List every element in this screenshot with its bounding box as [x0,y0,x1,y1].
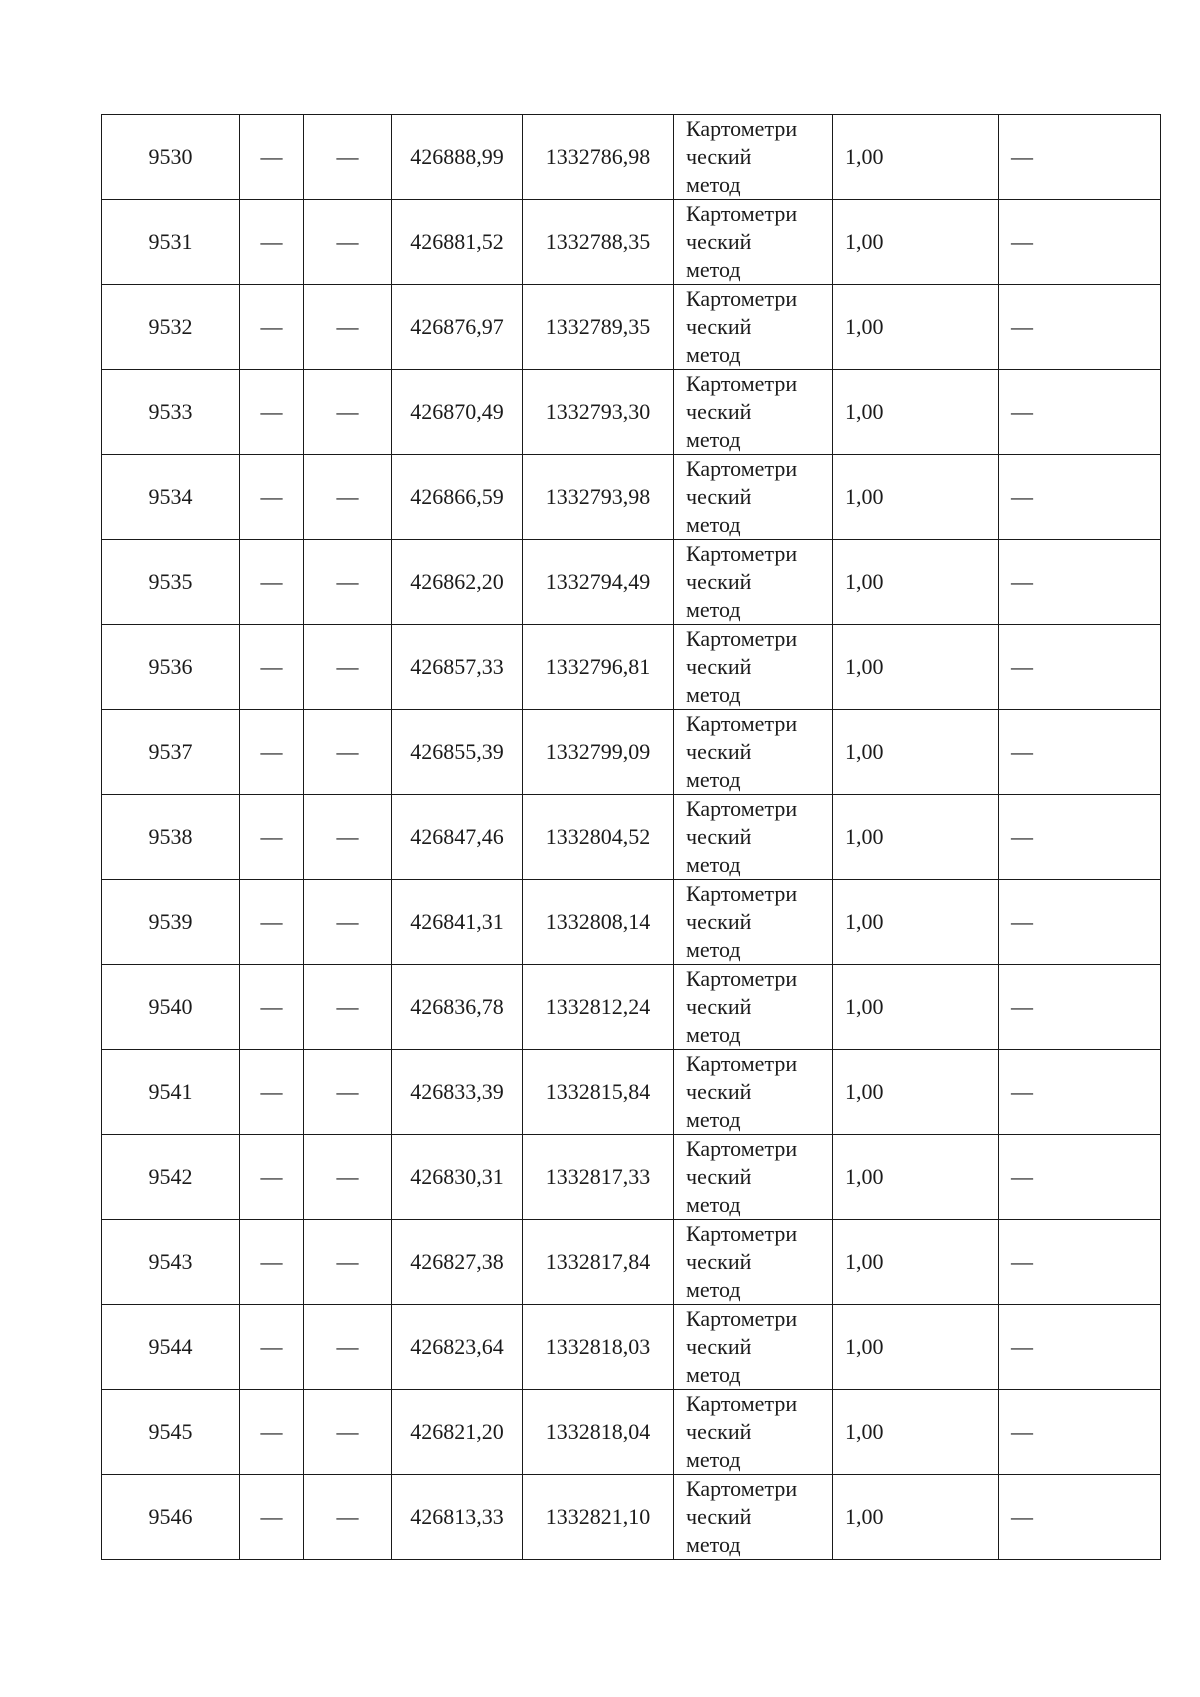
cell-method [674,1135,833,1220]
cell-point-number: 9532 [102,285,240,370]
cell-method [674,115,833,200]
cell-x-coordinate: 426813,33 [392,1475,523,1560]
table-row [102,285,1161,370]
method-text: Картометри ческий метод [686,881,798,962]
cell-description: — [999,1305,1161,1390]
cell-method [674,1305,833,1390]
cell-point-number: 9534 [102,455,240,540]
method-text: Картометри ческий метод [686,1221,798,1302]
cell-accuracy: 1,00 [833,965,999,1050]
method-text: Картометри ческий метод [686,966,798,1047]
cell-old-x: — [240,200,304,285]
cell-accuracy: 1,00 [833,880,999,965]
cell-x-coordinate: 426881,52 [392,200,523,285]
cell-description: — [999,455,1161,540]
cell-old-x: — [240,1220,304,1305]
table-row [102,1390,1161,1475]
method-text: Картометри ческий метод [686,456,798,537]
cell-old-x: — [240,625,304,710]
method-text: Картометри ческий метод [686,201,798,282]
cell-old-y: — [304,370,392,455]
table-row [102,200,1161,285]
cell-method [674,880,833,965]
cell-x-coordinate: 426857,33 [392,625,523,710]
cell-old-y: — [304,625,392,710]
table-body [102,115,1161,1560]
cell-old-y: — [304,455,392,540]
cell-accuracy: 1,00 [833,625,999,710]
method-text: Картометри ческий метод [686,116,798,197]
cell-old-y: — [304,1220,392,1305]
cell-point-number: 9536 [102,625,240,710]
table-row [102,965,1161,1050]
cell-x-coordinate: 426830,31 [392,1135,523,1220]
cell-accuracy: 1,00 [833,1390,999,1475]
coordinates-table [101,114,1161,1560]
cell-old-y: — [304,965,392,1050]
cell-old-x: — [240,285,304,370]
cell-old-y: — [304,1475,392,1560]
cell-y-coordinate: 1332812,24 [523,965,674,1050]
cell-description: — [999,540,1161,625]
cell-description: — [999,285,1161,370]
cell-old-x: — [240,115,304,200]
method-text: Картометри ческий метод [686,541,798,622]
cell-point-number: 9540 [102,965,240,1050]
cell-point-number: 9542 [102,1135,240,1220]
cell-accuracy: 1,00 [833,1475,999,1560]
cell-y-coordinate: 1332821,10 [523,1475,674,1560]
cell-y-coordinate: 1332794,49 [523,540,674,625]
method-text: Картометри ческий метод [686,796,798,877]
method-text: Картометри ческий метод [686,1051,798,1132]
cell-old-y: — [304,200,392,285]
cell-old-y: — [304,1135,392,1220]
cell-method [674,965,833,1050]
cell-method [674,1050,833,1135]
cell-old-x: — [240,710,304,795]
cell-y-coordinate: 1332793,30 [523,370,674,455]
table-row [102,880,1161,965]
cell-method [674,370,833,455]
cell-accuracy: 1,00 [833,1305,999,1390]
cell-accuracy: 1,00 [833,710,999,795]
cell-old-y: — [304,710,392,795]
cell-method [674,285,833,370]
table-row [102,710,1161,795]
cell-y-coordinate: 1332818,04 [523,1390,674,1475]
cell-x-coordinate: 426841,31 [392,880,523,965]
cell-old-x: — [240,1475,304,1560]
cell-y-coordinate: 1332817,84 [523,1220,674,1305]
cell-accuracy: 1,00 [833,1220,999,1305]
cell-y-coordinate: 1332793,98 [523,455,674,540]
table-row [102,455,1161,540]
cell-x-coordinate: 426827,38 [392,1220,523,1305]
cell-old-x: — [240,880,304,965]
cell-method [674,1220,833,1305]
cell-old-y: — [304,285,392,370]
cell-y-coordinate: 1332808,14 [523,880,674,965]
cell-method [674,710,833,795]
cell-description: — [999,1135,1161,1220]
cell-x-coordinate: 426888,99 [392,115,523,200]
cell-point-number: 9539 [102,880,240,965]
cell-x-coordinate: 426833,39 [392,1050,523,1135]
cell-accuracy: 1,00 [833,370,999,455]
cell-y-coordinate: 1332815,84 [523,1050,674,1135]
cell-description: — [999,1050,1161,1135]
cell-point-number: 9533 [102,370,240,455]
cell-point-number: 9546 [102,1475,240,1560]
cell-description: — [999,795,1161,880]
cell-old-x: — [240,455,304,540]
cell-x-coordinate: 426866,59 [392,455,523,540]
cell-old-y: — [304,1305,392,1390]
cell-point-number: 9530 [102,115,240,200]
cell-y-coordinate: 1332799,09 [523,710,674,795]
table-row [102,370,1161,455]
cell-point-number: 9531 [102,200,240,285]
cell-old-y: — [304,880,392,965]
cell-description: — [999,200,1161,285]
table-row [102,540,1161,625]
cell-description: — [999,1475,1161,1560]
table-row [102,1220,1161,1305]
cell-description: — [999,710,1161,795]
method-text: Картометри ческий метод [686,1476,798,1557]
method-text: Картометри ческий метод [686,1306,798,1387]
cell-old-x: — [240,540,304,625]
cell-old-y: — [304,540,392,625]
cell-accuracy: 1,00 [833,1135,999,1220]
cell-description: — [999,115,1161,200]
cell-x-coordinate: 426847,46 [392,795,523,880]
cell-method [674,455,833,540]
cell-x-coordinate: 426870,49 [392,370,523,455]
cell-y-coordinate: 1332789,35 [523,285,674,370]
cell-y-coordinate: 1332786,98 [523,115,674,200]
cell-method [674,200,833,285]
cell-x-coordinate: 426862,20 [392,540,523,625]
cell-x-coordinate: 426823,64 [392,1305,523,1390]
cell-x-coordinate: 426876,97 [392,285,523,370]
cell-accuracy: 1,00 [833,455,999,540]
cell-description: — [999,965,1161,1050]
cell-point-number: 9544 [102,1305,240,1390]
cell-point-number: 9543 [102,1220,240,1305]
table-row [102,1050,1161,1135]
cell-x-coordinate: 426821,20 [392,1390,523,1475]
cell-description: — [999,1220,1161,1305]
cell-description: — [999,880,1161,965]
cell-method [674,625,833,710]
method-text: Картометри ческий метод [686,1391,798,1472]
cell-accuracy: 1,00 [833,1050,999,1135]
cell-y-coordinate: 1332804,52 [523,795,674,880]
cell-y-coordinate: 1332788,35 [523,200,674,285]
cell-point-number: 9541 [102,1050,240,1135]
table-row [102,115,1161,200]
table-row [102,795,1161,880]
cell-y-coordinate: 1332796,81 [523,625,674,710]
table-row [102,625,1161,710]
cell-y-coordinate: 1332818,03 [523,1305,674,1390]
cell-old-y: — [304,1050,392,1135]
cell-old-y: — [304,1390,392,1475]
cell-point-number: 9545 [102,1390,240,1475]
cell-accuracy: 1,00 [833,540,999,625]
table-row [102,1135,1161,1220]
cell-description: — [999,370,1161,455]
method-text: Картометри ческий метод [686,626,798,707]
cell-method [674,1475,833,1560]
cell-point-number: 9537 [102,710,240,795]
cell-description: — [999,1390,1161,1475]
cell-method [674,1390,833,1475]
cell-old-y: — [304,115,392,200]
cell-old-x: — [240,795,304,880]
cell-old-x: — [240,1390,304,1475]
cell-method [674,795,833,880]
cell-old-x: — [240,1050,304,1135]
cell-old-x: — [240,370,304,455]
cell-method [674,540,833,625]
cell-x-coordinate: 426855,39 [392,710,523,795]
table-row [102,1305,1161,1390]
cell-old-y: — [304,795,392,880]
cell-accuracy: 1,00 [833,200,999,285]
method-text: Картометри ческий метод [686,1136,798,1217]
cell-accuracy: 1,00 [833,795,999,880]
cell-old-x: — [240,1305,304,1390]
method-text: Картометри ческий метод [686,286,798,367]
method-text: Картометри ческий метод [686,711,798,792]
table-row [102,1475,1161,1560]
cell-accuracy: 1,00 [833,285,999,370]
cell-accuracy: 1,00 [833,115,999,200]
method-text: Картометри ческий метод [686,371,798,452]
cell-y-coordinate: 1332817,33 [523,1135,674,1220]
cell-point-number: 9535 [102,540,240,625]
cell-old-x: — [240,965,304,1050]
cell-description: — [999,625,1161,710]
cell-point-number: 9538 [102,795,240,880]
cell-old-x: — [240,1135,304,1220]
cell-x-coordinate: 426836,78 [392,965,523,1050]
